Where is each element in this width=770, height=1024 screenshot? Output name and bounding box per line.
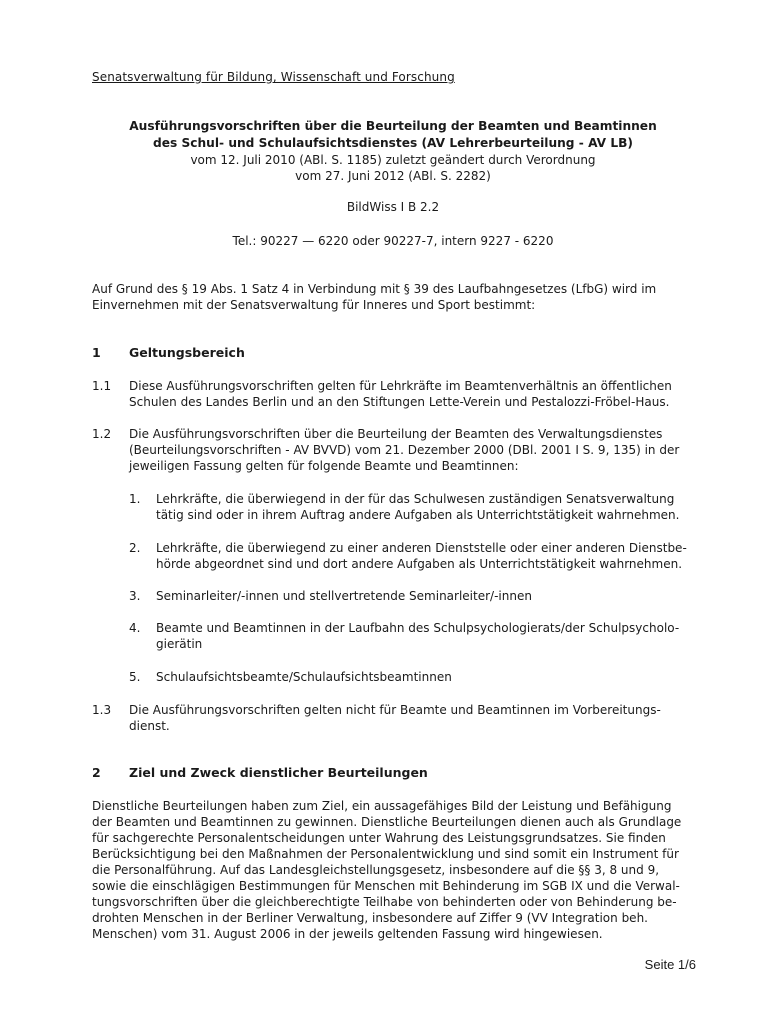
intro-paragraph bbox=[92, 281, 692, 313]
title-line-3: vom 12. Juli 2010 (ABl. S. 1185) zuletzt geändert durch Verordnung bbox=[190, 153, 596, 167]
list-item-number: 5. bbox=[129, 670, 141, 684]
subsection-1-3-line-1: Die Ausführungsvorschriften gelten nicht für Beamte und Beamtinnen im Vorbereitungs- bbox=[129, 703, 661, 717]
section-2-title: Ziel und Zweck dienstlicher Beurteilungen bbox=[129, 765, 428, 780]
list-item-line-1: Seminarleiter/-innen und stellvertretende Seminarleiter/-innen bbox=[156, 589, 532, 603]
subsection-1-1-line-2: Schulen des Landes Berlin und an den Stiftungen Lette-Verein und Pestalozzi-Fröbel-Haus. bbox=[129, 395, 670, 409]
phone-line: Tel.: 90227 — 6220 oder 90227-7, intern 9227 - 6220 bbox=[232, 234, 554, 248]
paragraph-line: drohten Menschen in der Berliner Verwaltung, insbesondere auf Ziffer 9 (VV Integration beh. bbox=[92, 911, 648, 925]
paragraph-line: Berücksichtigung bei den Maßnahmen der Personalentwicklung und sind somit ein Instrument für bbox=[92, 847, 679, 861]
section-2-paragraph bbox=[92, 798, 692, 942]
document-title-block bbox=[92, 118, 694, 184]
section-1-number: 1 bbox=[92, 345, 101, 360]
list-item-line-1: Beamte und Beamtinnen in der Laufbahn des Schulpsychologierats/der Schulpsycholo- bbox=[156, 621, 680, 635]
list-item-line-1: Lehrkräfte, die überwiegend in der für das Schulwesen zuständigen Senatsverwaltung bbox=[156, 492, 675, 506]
intro-line-2: Einvernehmen mit der Senatsverwaltung für Inneres und Sport bestimmt: bbox=[92, 298, 536, 312]
subsection-1-2-number: 1.2 bbox=[92, 427, 112, 441]
organization-header: Senatsverwaltung für Bildung, Wissenschaft und Forschung bbox=[92, 70, 455, 84]
title-line-2: des Schul- und Schulaufsichtsdienstes (AV Lehrerbeurteilung - AV LB) bbox=[153, 136, 633, 150]
list-item-line-2: gierätin bbox=[156, 637, 203, 651]
subsection-1-1-number: 1.1 bbox=[92, 379, 112, 393]
reference-code: BildWiss I B 2.2 bbox=[346, 200, 440, 214]
page-number: Seite 1/6 bbox=[644, 957, 696, 972]
paragraph-line: für sachgerechte Personalentscheidungen unter Wahrung des Leistungsgrundsatzes. Sie finden bbox=[92, 831, 666, 845]
list-item-line-1: Schulaufsichtsbeamte/Schulaufsichtsbeamtinnen bbox=[156, 670, 452, 684]
list-item-number: 1. bbox=[129, 492, 141, 506]
section-2-number: 2 bbox=[92, 765, 101, 780]
subsection-1-3-number: 1.3 bbox=[92, 703, 112, 717]
paragraph-line: Menschen) vom 31. August 2006 in der jeweils geltenden Fassung wird hingewiesen. bbox=[92, 927, 603, 941]
paragraph-line: die Personalführung. Auf das Landesgleichstellungsgesetz, insbesondere auf die §§ 3, 8 und 9, bbox=[92, 863, 660, 877]
list-item-number: 3. bbox=[129, 589, 141, 603]
list-item-line-2: tätig sind oder in ihrem Auftrag andere Aufgaben als Unterrichtstätigkeit wahrnehmen. bbox=[156, 508, 680, 522]
section-1-title: Geltungsbereich bbox=[129, 345, 245, 360]
subsection-1-3-line-2: dienst. bbox=[129, 719, 170, 733]
intro-line-1: Auf Grund des § 19 Abs. 1 Satz 4 in Verbindung mit § 39 des Laufbahngesetzes (LfbG) wird im bbox=[92, 282, 657, 296]
title-line-1: Ausführungsvorschriften über die Beurteilung der Beamten und Beamtinnen bbox=[129, 119, 657, 133]
title-line-4: vom 27. Juni 2012 (ABl. S. 2282) bbox=[295, 169, 491, 183]
subsection-1-2-line-3: jeweiligen Fassung gelten für folgende Beamte und Beamtinnen: bbox=[129, 459, 519, 473]
subsection-1-2-line-2: (Beurteilungsvorschriften - AV BVVD) vom 21. Dezember 2000 (DBl. 2001 I S. 9, 135) in der bbox=[129, 443, 680, 457]
paragraph-line: der Beamten und Beamtinnen zu gewinnen. Dienstliche Beurteilungen dienen auch als Grundlage bbox=[92, 815, 682, 829]
list-item-number: 4. bbox=[129, 621, 141, 635]
list-item-number: 2. bbox=[129, 541, 141, 555]
subsection-1-1-line-1: Diese Ausführungsvorschriften gelten für Lehrkräfte im Beamtenverhältnis an öffentlichen bbox=[129, 379, 672, 393]
subsection-1-2-line-1: Die Ausführungsvorschriften über die Beurteilung der Beamten des Verwaltungsdienstes bbox=[129, 427, 663, 441]
paragraph-line: tungsvorschriften über die gleichberechtigte Teilhabe von behinderten oder von Behinderung be- bbox=[92, 895, 677, 909]
paragraph-line: sowie die einschlägigen Bestimmungen für Menschen mit Behinderung im SGB IX und die Verwal- bbox=[92, 879, 680, 893]
paragraph-line: Dienstliche Beurteilungen haben zum Ziel, ein aussagefähiges Bild der Leistung und Befähigung bbox=[92, 799, 672, 813]
list-item-line-2: hörde abgeordnet sind und dort andere Aufgaben als Unterrichtstätigkeit wahrnehmen. bbox=[156, 557, 683, 571]
list-item-line-1: Lehrkräfte, die überwiegend zu einer anderen Dienststelle oder einer anderen Dienstbe- bbox=[156, 541, 687, 555]
